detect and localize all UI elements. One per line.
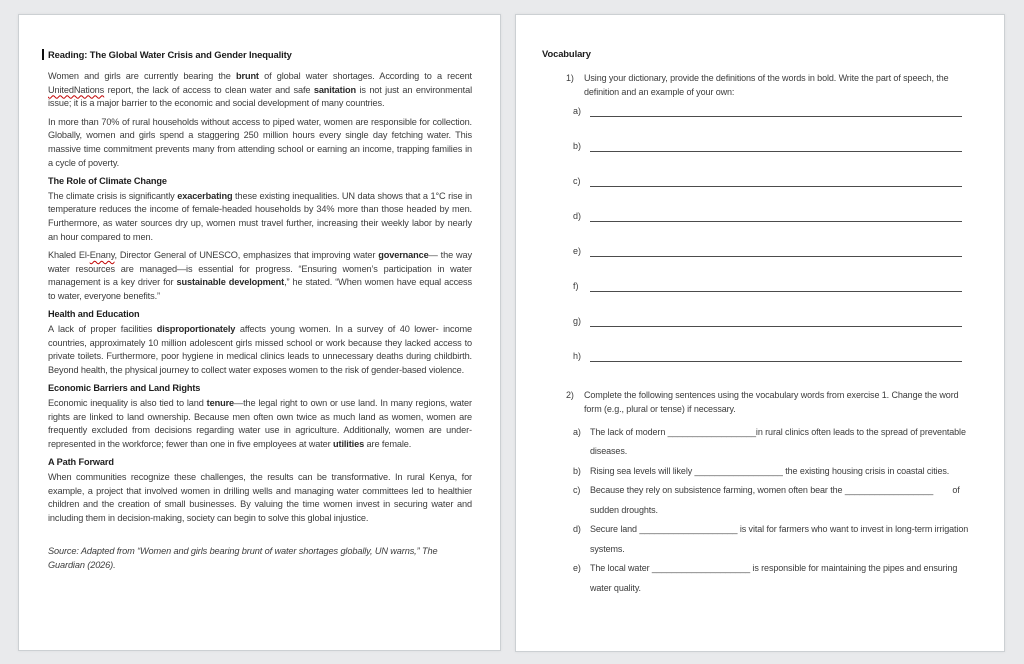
item-letter: a) <box>573 106 582 117</box>
exercise1-prompt-row <box>542 72 976 99</box>
section-heading: Health and Education <box>48 309 140 320</box>
text-run: ,” he stated. “When women have equal access to water, everyone benefits.” <box>48 277 472 302</box>
text-run: , Director General of UNESCO, emphasizes that improving water <box>114 249 379 260</box>
body-paragraph <box>48 70 472 111</box>
text-run: report, the lack of access to clean water and safe <box>104 84 314 95</box>
sentence-with-blank: Because they rely on subsistence farming, women often bear the __________________ of sudden droughts. <box>590 485 960 515</box>
section-heading: A Path Forward <box>48 457 114 468</box>
item-letter: c) <box>573 485 581 496</box>
reading-title-row <box>48 48 472 61</box>
definition-item <box>573 105 976 140</box>
cursor-bar <box>42 49 44 60</box>
text-run: —the legal right to own or use land. In many regions, water rights are linked to land ownership. Because men often own twice as much land as women, women are frequently excluded from decisions regarding water use in agriculture. Additionally, women are under-represented in the workforce; fewer than one in five employees at water <box>48 397 472 450</box>
text-run: A lack of proper facilities <box>48 323 157 334</box>
exercise1-prompt: Using your dictionary, provide the definitions of the words in bold. Write the part of speech, the definition and an example of your own: <box>584 73 949 97</box>
text-run: Women and girls are currently bearing the <box>48 71 236 81</box>
sentence-item <box>573 520 976 559</box>
vocab-term: utilities <box>333 439 365 450</box>
definition-item <box>573 280 976 315</box>
definition-item <box>573 315 976 350</box>
item-letter: d) <box>573 211 582 222</box>
text-run: The climate crisis is significantly <box>48 190 178 201</box>
exercise2-number: 2) <box>566 390 574 401</box>
answer-blank-line[interactable] <box>590 175 962 187</box>
section-heading: Economic Barriers and Land Rights <box>48 383 201 394</box>
body-paragraph <box>48 471 472 526</box>
misspelled-word: UnitedNations <box>48 84 105 95</box>
definition-items <box>542 105 976 385</box>
item-letter: h) <box>573 351 582 362</box>
text-run: these existing inequalities. UN data shows that a 1°C rise in temperature reduces the income of female-headed households by 34% more than those headed by men. Furthermore, as water sources dry up, women must travel further, increasing their weekly labor by nearly an hour compared to men. <box>48 190 472 242</box>
reading-body <box>48 70 472 572</box>
text-run: of global water shortages. According to a recent <box>258 71 472 81</box>
misspelled-word: Enany <box>89 249 115 260</box>
sentence-item <box>573 423 976 462</box>
section-heading: The Role of Climate Change <box>48 175 167 186</box>
sentence-with-blank: The local water ____________________ is responsible for maintaining the pipes and ensuring water quality. <box>590 563 958 593</box>
text-run: In more than 70% of rural households without access to piped water, women are responsible for collection. Globally, women and girls spend a staggering 250 million hours every single day fetching water. This massive time commitment prevents many from attending school or earning an income, trapping families in a cycle of poverty. <box>48 116 472 168</box>
vocab-term: brunt <box>236 71 259 81</box>
item-letter: d) <box>573 524 581 535</box>
sentence-item <box>573 559 976 598</box>
item-letter: b) <box>573 465 581 476</box>
answer-blank-line[interactable] <box>590 280 962 292</box>
text-run: When communities recognize these challenges, the results can be transformative. In rural Kenya, for example, a project that involved women in drilling wells and managing water committees led to healthier children and the creation of small businesses. By valuing the time women invest in securing water and including them in decision-making, society can begin to solve this global injustice. <box>48 471 472 524</box>
sentence-with-blank: The lack of modern __________________in rural clinics often leads to the spread of preventable diseases. <box>590 426 966 457</box>
exercise1-number: 1) <box>566 73 574 83</box>
definition-item <box>573 210 976 245</box>
body-paragraph <box>48 116 472 171</box>
item-letter: f) <box>573 281 579 292</box>
source-note <box>48 545 472 572</box>
body-paragraph <box>48 323 472 378</box>
exercise2-prompt-row <box>542 389 976 416</box>
sentence-items <box>542 423 976 599</box>
definition-item <box>573 140 976 175</box>
answer-blank-line[interactable] <box>590 105 962 117</box>
sentence-item <box>573 481 976 520</box>
text-run: Economic inequality is also tied to land <box>48 397 207 408</box>
text-run: is not just an environmental issue; it is a major barrier to the economic and social development of many countries. <box>48 84 473 109</box>
sentence-with-blank: Secure land ____________________ is vital for farmers who want to invest in long-term irrigation systems. <box>590 524 969 554</box>
body-paragraph <box>48 397 472 452</box>
text-run: Source: Adapted from “Women and girls bearing brunt of water shortages globally, UN warns,” The Guardian (2026). <box>48 545 438 570</box>
vocab-term: governance <box>378 249 429 260</box>
exercise2-block <box>542 389 976 598</box>
reading-title: Reading: The Global Water Crisis and Gender Inequality <box>48 49 292 60</box>
vocab-term: exacerbating <box>177 190 233 201</box>
vocabulary-page[interactable] <box>515 14 1005 652</box>
item-letter: b) <box>573 141 582 152</box>
item-letter: c) <box>573 176 581 187</box>
answer-blank-line[interactable] <box>590 350 962 362</box>
answer-blank-line[interactable] <box>590 245 962 257</box>
text-run: Khaled El- <box>48 249 90 260</box>
item-letter: g) <box>573 316 582 327</box>
definition-item <box>573 245 976 280</box>
vocab-term: sanitation <box>313 84 357 95</box>
answer-blank-line[interactable] <box>590 210 962 222</box>
definition-item <box>573 175 976 210</box>
text-run: affects young women. In a survey of 40 lower- income countries, approximately 10 million adolescent girls missed school or work because they lacked access to private toilets. Furthermore, poor hygiene in medical clinics leads to unnecessary deaths during childbirth. Beyond health, the physical journey to collect water exposes women to the risk of gender-based violence. <box>48 323 472 376</box>
answer-blank-line[interactable] <box>590 140 962 152</box>
vocab-term: tenure <box>206 397 235 408</box>
sentence-item <box>573 462 976 482</box>
body-paragraph <box>48 190 472 245</box>
item-letter: a) <box>573 426 581 437</box>
text-run: — the way water resources are managed—is essential for progress. “Ensuring women’s participation in water management is a key driver for <box>48 249 472 288</box>
vocab-term: sustainable development <box>176 277 285 288</box>
text-run: are female. <box>364 439 412 450</box>
body-paragraph <box>48 249 472 304</box>
answer-blank-line[interactable] <box>590 315 962 327</box>
reading-page[interactable] <box>18 14 501 651</box>
sentence-with-blank: Rising sea levels will likely __________________ the existing housing crisis in coastal cities. <box>590 465 950 476</box>
vocabulary-heading: Vocabulary <box>542 48 591 59</box>
vocab-term: disproportionately <box>156 323 236 334</box>
definition-item <box>573 350 976 385</box>
item-letter: e) <box>573 563 581 574</box>
exercise2-prompt: Complete the following sentences using the vocabulary words from exercise 1. Change the word form (e.g., plural or tense) if necessary. <box>584 390 959 415</box>
item-letter: e) <box>573 246 582 257</box>
